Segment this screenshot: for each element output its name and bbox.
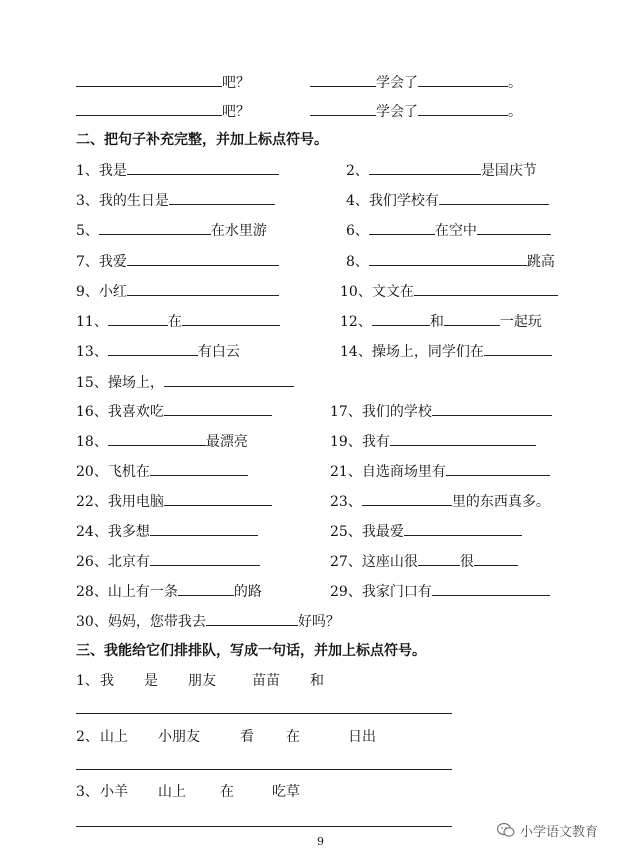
item-22 xyxy=(76,492,272,510)
item-2 xyxy=(346,161,537,179)
blank[interactable] xyxy=(484,342,552,356)
fill-row-1 xyxy=(76,73,250,91)
blank[interactable] xyxy=(444,312,500,326)
blank[interactable] xyxy=(108,432,206,446)
item-27-text: 很 xyxy=(459,554,474,570)
text-period: 。 xyxy=(508,75,522,91)
item-21 xyxy=(330,462,550,480)
blank[interactable] xyxy=(164,402,272,416)
item-6 xyxy=(346,221,551,239)
item-18-text: 最漂亮 xyxy=(205,434,248,450)
blank[interactable] xyxy=(418,73,508,87)
reorder-1 xyxy=(76,672,324,690)
item-15-label: 15、操场上， xyxy=(76,375,164,391)
item-5 xyxy=(76,221,267,239)
item-28-label: 28、山上有一条 xyxy=(76,584,178,600)
blank[interactable] xyxy=(369,221,435,235)
item-29-label: 29、我家门口有 xyxy=(330,584,432,600)
item-23 xyxy=(330,492,550,510)
item-18 xyxy=(76,432,248,450)
item-24 xyxy=(76,522,258,540)
text-ba: 吧？ xyxy=(222,75,250,91)
fill-row-2b xyxy=(310,102,522,120)
blank[interactable] xyxy=(474,552,518,566)
blank[interactable] xyxy=(99,221,211,235)
word: 在 xyxy=(220,784,234,800)
reorder-2 xyxy=(76,728,376,746)
blank[interactable] xyxy=(432,582,550,596)
item-2-num: 2、 xyxy=(346,163,369,179)
word: 是 xyxy=(144,673,158,689)
word: 和 xyxy=(310,673,324,689)
word: 我 xyxy=(100,673,114,689)
blank[interactable] xyxy=(76,102,222,116)
word: 在 xyxy=(286,729,300,745)
reorder-2-num: 2、 xyxy=(76,729,99,745)
reorder-3 xyxy=(76,783,300,801)
blank[interactable] xyxy=(164,373,294,387)
item-3-label: 3、我的生日是 xyxy=(76,193,169,209)
item-20 xyxy=(76,462,248,480)
item-8 xyxy=(346,252,555,270)
answer-line-3[interactable] xyxy=(76,826,452,827)
item-18-num: 18、 xyxy=(76,434,108,450)
item-23-num: 23、 xyxy=(330,494,362,510)
item-11 xyxy=(76,312,280,330)
item-16 xyxy=(76,402,272,420)
blank[interactable] xyxy=(477,221,551,235)
word: 日出 xyxy=(348,729,376,745)
blank[interactable] xyxy=(127,252,279,266)
answer-line-1[interactable] xyxy=(76,713,452,714)
item-8-num: 8、 xyxy=(346,254,369,270)
item-5-text: 在水里游 xyxy=(210,223,267,239)
item-30-text: 好吗？ xyxy=(297,614,340,630)
blank[interactable] xyxy=(404,522,522,536)
section-2-title: 二、把句子补充完整，并加上标点符号。 xyxy=(76,132,328,148)
blank[interactable] xyxy=(310,102,376,116)
blank[interactable] xyxy=(390,432,536,446)
page-number: 9 xyxy=(317,835,324,848)
item-17-label: 17、我们的学校 xyxy=(330,404,432,420)
section-3-title: 三、我能给它们排排队，写成一句话，并加上标点符号。 xyxy=(76,643,426,659)
text-xuehuile: 学会了 xyxy=(376,75,418,91)
item-23-text: 里的东西真多。 xyxy=(451,494,550,510)
item-27-label: 27、这座山很 xyxy=(330,554,418,570)
blank[interactable] xyxy=(418,102,508,116)
reorder-1-num: 1、 xyxy=(76,673,99,689)
blank[interactable] xyxy=(414,282,558,296)
blank[interactable] xyxy=(127,161,279,175)
blank[interactable] xyxy=(108,342,198,356)
item-19-label: 19、我有 xyxy=(330,434,390,450)
text-ba: 吧？ xyxy=(222,104,250,120)
item-5-num: 5、 xyxy=(76,223,99,239)
item-25 xyxy=(330,522,522,540)
blank[interactable] xyxy=(108,312,168,326)
blank[interactable] xyxy=(127,282,279,296)
blank[interactable] xyxy=(372,312,430,326)
item-8-text: 跳高 xyxy=(526,254,555,270)
item-22-label: 22、我用电脑 xyxy=(76,494,164,510)
fill-row-1b xyxy=(310,73,522,91)
item-29 xyxy=(330,582,550,600)
blank[interactable] xyxy=(150,522,258,536)
item-1 xyxy=(76,161,279,179)
item-3 xyxy=(76,191,275,209)
item-26 xyxy=(76,552,260,570)
word: 苗苗 xyxy=(252,673,280,689)
blank[interactable] xyxy=(169,191,275,205)
item-7-label: 7、我爱 xyxy=(76,254,127,270)
item-25-label: 25、我最爱 xyxy=(330,524,404,540)
blank[interactable] xyxy=(76,73,222,87)
item-13-text: 有白云 xyxy=(197,344,240,360)
word: 朋友 xyxy=(188,673,216,689)
blank[interactable] xyxy=(310,73,376,87)
blank[interactable] xyxy=(369,252,527,266)
item-16-label: 16、我喜欢吃 xyxy=(76,404,164,420)
item-11-num: 11、 xyxy=(76,314,108,330)
item-24-label: 24、我多想 xyxy=(76,524,150,540)
text-period: 。 xyxy=(508,104,522,120)
item-13-num: 13、 xyxy=(76,344,108,360)
word: 小朋友 xyxy=(158,729,200,745)
item-9-label: 9、小红 xyxy=(76,284,127,300)
item-6-text: 在空中 xyxy=(434,223,477,239)
item-11-text: 在 xyxy=(167,314,182,330)
item-10 xyxy=(340,282,558,300)
item-28 xyxy=(76,582,262,600)
item-12 xyxy=(340,312,542,330)
wechat-icon xyxy=(497,822,515,838)
watermark-text: 小学语文教育 xyxy=(520,824,599,840)
watermark xyxy=(497,820,598,840)
item-7 xyxy=(76,252,279,270)
word: 吃草 xyxy=(272,784,300,800)
item-2-text: 是国庆节 xyxy=(480,163,537,179)
item-9 xyxy=(76,282,279,300)
item-4 xyxy=(346,191,549,209)
answer-line-2[interactable] xyxy=(76,769,452,770)
blank[interactable] xyxy=(206,612,298,626)
item-15 xyxy=(76,373,294,391)
blank[interactable] xyxy=(446,462,550,476)
item-21-label: 21、自选商场里有 xyxy=(330,464,446,480)
blank[interactable] xyxy=(164,492,272,506)
word: 看 xyxy=(240,729,254,745)
blank[interactable] xyxy=(150,462,248,476)
blank[interactable] xyxy=(432,402,552,416)
blank[interactable] xyxy=(178,582,234,596)
item-19 xyxy=(330,432,536,450)
text-xuehuile: 学会了 xyxy=(376,104,418,120)
blank[interactable] xyxy=(182,312,280,326)
word: 小羊 xyxy=(100,784,128,800)
item-12-and: 和 xyxy=(429,314,444,330)
item-6-num: 6、 xyxy=(346,223,369,239)
blank[interactable] xyxy=(418,552,460,566)
item-30-label: 30、妈妈，您带我去 xyxy=(76,614,206,630)
item-20-label: 20、飞机在 xyxy=(76,464,150,480)
blank[interactable] xyxy=(439,191,549,205)
blank[interactable] xyxy=(369,161,481,175)
word: 山上 xyxy=(158,784,186,800)
item-1-label: 1、我是 xyxy=(76,163,127,179)
item-10-label: 10、文文在 xyxy=(340,284,414,300)
item-28-text: 的路 xyxy=(233,584,262,600)
item-13 xyxy=(76,342,240,360)
item-12-num: 12、 xyxy=(340,314,372,330)
item-17 xyxy=(330,402,552,420)
reorder-3-num: 3、 xyxy=(76,784,99,800)
item-30 xyxy=(76,612,340,630)
item-4-label: 4、我们学校有 xyxy=(346,193,439,209)
item-12-text: 一起玩 xyxy=(499,314,542,330)
item-26-label: 26、北京有 xyxy=(76,554,150,570)
blank[interactable] xyxy=(362,492,452,506)
fill-row-2 xyxy=(76,102,250,120)
item-27 xyxy=(330,552,518,570)
item-14 xyxy=(340,342,552,360)
item-14-label: 14、操场上，同学们在 xyxy=(340,344,484,360)
blank[interactable] xyxy=(150,552,260,566)
word: 山上 xyxy=(100,729,128,745)
